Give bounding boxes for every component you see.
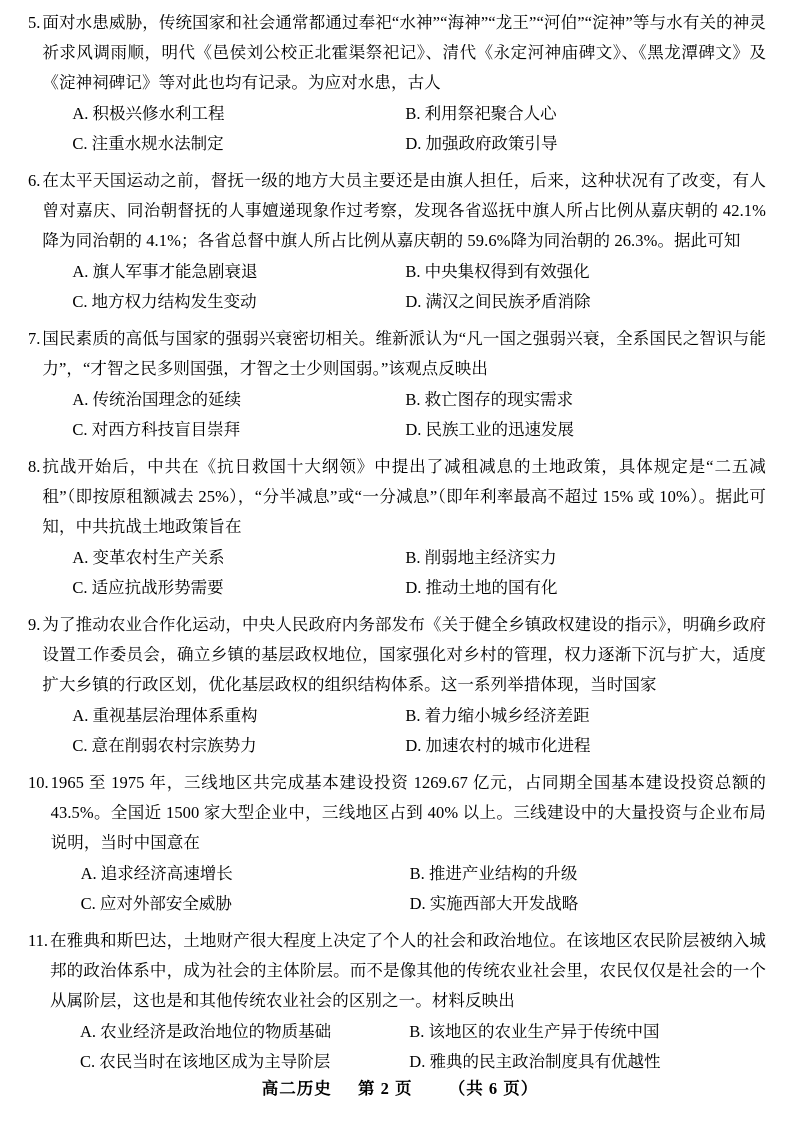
footer-total-pages: （共 6 页）	[448, 1079, 539, 1098]
option-d[interactable]: D. 民族工业的迅速发展	[405, 420, 574, 439]
footer-subject: 高二历史	[261, 1079, 332, 1098]
question-body	[42, 324, 766, 445]
option-b[interactable]: B. 削弱地主经济实力	[405, 548, 557, 567]
option-b[interactable]: B. 推进产业结构的升级	[409, 864, 578, 883]
option-d[interactable]: D. 加强政府政策引导	[405, 134, 558, 153]
question-item	[28, 610, 766, 761]
question-stem: 在雅典和斯巴达，土地财产很大程度上决定了个人的社会和政治地位。在该地区农民阶层被纳入城邦的政治体系中，成为社会的主体阶层。而不是像其他的传统农业社会里，农民仅仅是社会的一个从属阶层，这也是和其他传统农业社会的区别之一。材料反映出	[50, 931, 766, 1010]
option-list	[42, 385, 766, 445]
option-list	[42, 99, 766, 159]
option-list	[51, 859, 766, 919]
question-stem: 面对水患威胁，传统国家和社会通常都通过奉祀“水神”“海神”“龙王”“河伯”“淀神”等与水有关的神灵祈求风调雨顺，明代《邑侯刘公校正北霍渠祭祀记》、清代《永定河神庙碑文》、《黑龙潭碑文》及《淀神祠碑记》等对此也均有记录。为应对水患，古人	[42, 13, 766, 92]
question-number: 6.	[28, 171, 41, 190]
question-item	[28, 166, 766, 317]
question-body	[42, 166, 766, 317]
option-a[interactable]: A. 积极兴修水利工程	[72, 104, 225, 123]
option-d[interactable]: D. 实施西部大开发战略	[409, 894, 579, 913]
option-row	[72, 385, 766, 415]
option-c[interactable]: C. 应对外部安全威胁	[80, 894, 232, 913]
option-c[interactable]: C. 农民当时在该地区成为主导阶层	[80, 1052, 331, 1071]
option-a[interactable]: A. 重视基层治理体系重构	[72, 706, 258, 725]
question-item	[28, 768, 766, 919]
question-body	[42, 8, 766, 159]
question-body	[42, 452, 766, 603]
option-b[interactable]: B. 中央集权得到有效强化	[405, 262, 590, 281]
option-a[interactable]: A. 追求经济高速增长	[80, 864, 233, 883]
question-body	[50, 926, 766, 1077]
option-row	[81, 889, 766, 919]
option-row	[72, 543, 766, 573]
option-a[interactable]: A. 旗人军事才能急剧衰退	[72, 262, 258, 281]
question-stem: 国民素质的高低与国家的强弱兴衰密切相关。维新派认为“凡一国之强弱兴衰，全系国民之智识与能力”，“才智之民多则国强，才智之士少则国弱。”该观点反映出	[42, 329, 766, 378]
option-c[interactable]: C. 地方权力结构发生变动	[72, 292, 257, 311]
page-footer	[0, 1075, 800, 1099]
option-d[interactable]: D. 雅典的民主政治制度具有优越性	[409, 1052, 661, 1071]
option-row	[81, 859, 766, 889]
question-number: 11.	[28, 931, 49, 950]
option-d[interactable]: D. 满汉之间民族矛盾消除	[405, 292, 591, 311]
option-d[interactable]: D. 加速农村的城市化进程	[405, 736, 591, 755]
option-row	[72, 287, 766, 317]
option-row	[72, 129, 766, 159]
option-row	[80, 1017, 766, 1047]
option-b[interactable]: B. 着力缩小城乡经济差距	[405, 706, 590, 725]
question-body	[51, 768, 766, 919]
question-number: 8.	[28, 457, 41, 476]
option-list	[42, 543, 766, 603]
option-list	[50, 1017, 766, 1077]
footer-page-number: 第 2 页	[358, 1079, 413, 1098]
option-b[interactable]: B. 该地区的农业生产异于传统中国	[409, 1022, 660, 1041]
question-stem: 抗战开始后，中共在《抗日救国十大纲领》中提出了减租减息的土地政策，具体规定是“二五减租”（即按原租额减去 25%），“分半减息”或“一分减息”（即年利率最高不超过 15% 或 10%）。据此可知，中共抗战土地政策旨在	[42, 457, 766, 536]
option-c[interactable]: C. 对西方科技盲目崇拜	[72, 420, 241, 439]
option-b[interactable]: B. 利用祭祀聚合人心	[405, 104, 557, 123]
question-item	[28, 452, 766, 603]
option-list	[42, 701, 766, 761]
option-a[interactable]: A. 农业经济是政治地位的物质基础	[80, 1022, 332, 1041]
option-list	[42, 257, 766, 317]
option-b[interactable]: B. 救亡图存的现实需求	[405, 390, 574, 409]
option-a[interactable]: A. 传统治国理念的延续	[72, 390, 242, 409]
option-row	[72, 701, 766, 731]
option-row	[72, 415, 766, 445]
option-d[interactable]: D. 推动土地的国有化	[405, 578, 558, 597]
question-number: 5.	[28, 13, 41, 32]
option-row	[72, 731, 766, 761]
option-c[interactable]: C. 注重水规水法制定	[72, 134, 224, 153]
question-item	[28, 926, 766, 1077]
question-stem: 为了推动农业合作化运动，中央人民政府内务部发布《关于健全乡镇政权建设的指示》，明确乡政府设置工作委员会，确立乡镇的基层政权地位，国家强化对乡村的管理，权力逐渐下沉与扩大，适度扩大乡镇的行政区划，优化基层政权的组织结构体系。这一系列举措体现，当时国家	[42, 615, 766, 694]
question-number: 9.	[28, 615, 41, 634]
option-row	[72, 573, 766, 603]
question-item	[28, 324, 766, 445]
question-number: 7.	[28, 329, 41, 348]
option-row	[72, 99, 766, 129]
question-item	[28, 8, 766, 159]
question-number: 10.	[28, 773, 49, 792]
option-row	[80, 1047, 766, 1077]
question-body	[42, 610, 766, 761]
option-c[interactable]: C. 适应抗战形势需要	[72, 578, 224, 597]
option-c[interactable]: C. 意在削弱农村宗族势力	[72, 736, 257, 755]
question-stem: 1965 至 1975 年，三线地区共完成基本建设投资 1269.67 亿元，占同期全国基本建设投资总额的 43.5%。全国近 1500 家大型企业中，三线地区占到 40% 以上。三线建设中的大量投资与企业布局说明，当时中国意在	[50, 773, 766, 852]
option-row	[72, 257, 766, 287]
question-stem: 在太平天国运动之前，督抚一级的地方大员主要还是由旗人担任，后来，这种状况有了改变，有人曾对嘉庆、同治朝督抚的人事嬗递现象作过考察，发现各省巡抚中旗人所占比例从嘉庆朝的 42.1%降为同治朝的 4.1%；各省总督中旗人所占比例从嘉庆朝的 59.6%降为同治朝的 26.3%。据此可知	[42, 171, 766, 250]
option-a[interactable]: A. 变革农村生产关系	[72, 548, 225, 567]
